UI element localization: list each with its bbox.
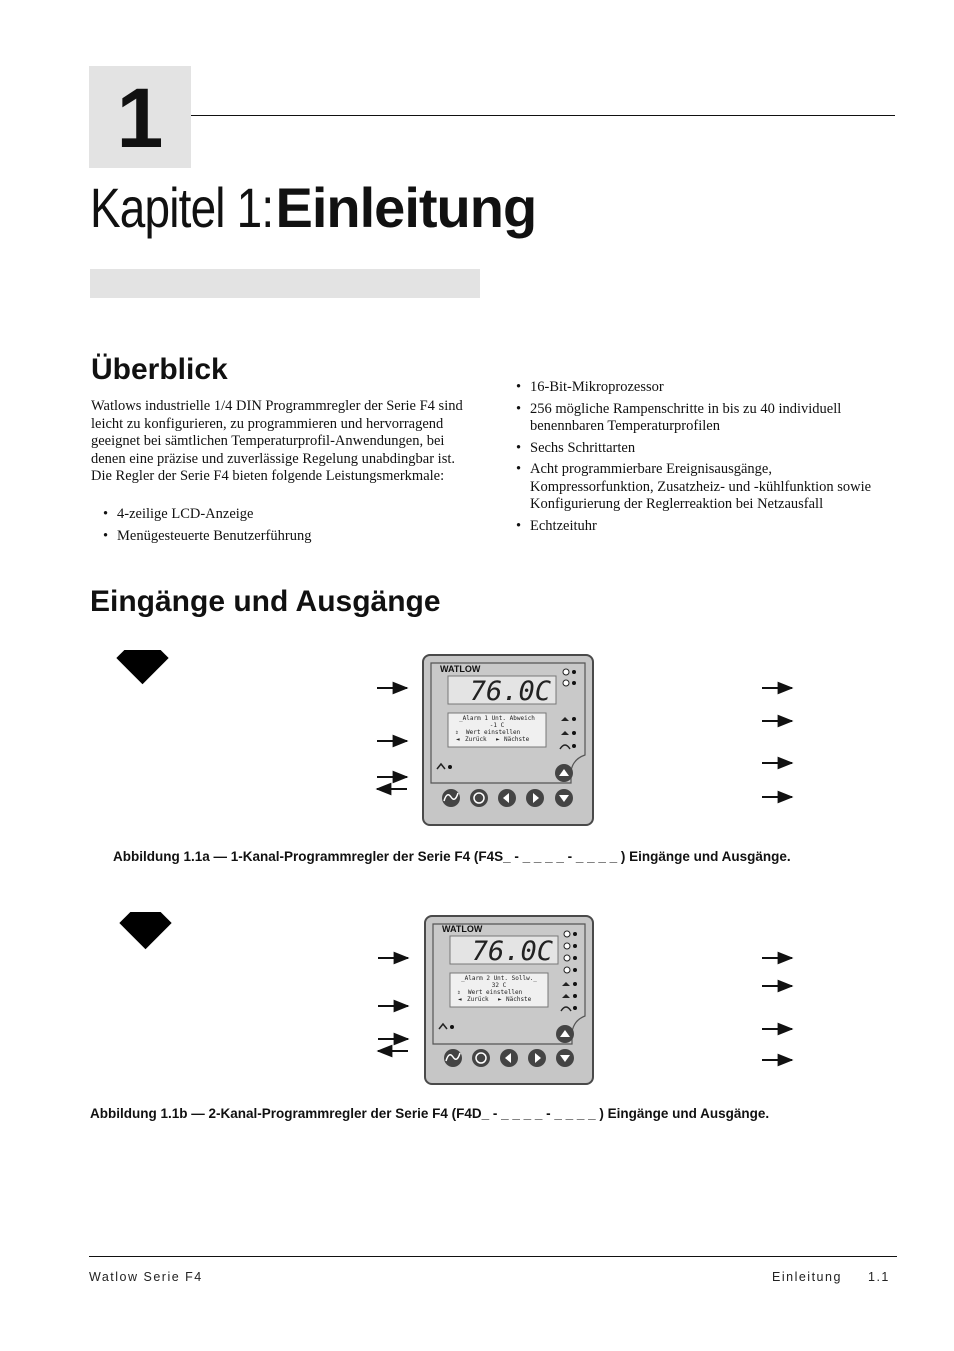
temperature-display: 76.0C: [471, 936, 553, 967]
left-button[interactable]: [498, 789, 516, 807]
lcd-line-3: Wert einstellen: [468, 989, 523, 996]
infinity-button[interactable]: [470, 789, 488, 807]
decorative-bar: [90, 269, 480, 298]
chapter-title: [90, 175, 536, 241]
list-item: • 16-Bit-Mikroprozessor: [512, 379, 897, 397]
list-item: • Menügesteuerte Benutzerführung: [99, 528, 469, 546]
lcd-line-1: _Alarm 2 Unt. Sollw._: [461, 975, 537, 982]
feature-list-left: [99, 506, 469, 549]
lcd-line-2: 32 C: [491, 982, 507, 989]
footer-rule: [89, 1256, 897, 1257]
up-button[interactable]: [555, 764, 573, 782]
header-rule: [191, 115, 895, 116]
footer-section: Einleitung: [772, 1270, 842, 1284]
list-item: • 256 mögliche Rampenschritte in bis zu 40 individuell benennbaren Temperaturprofilen: [512, 401, 897, 436]
figure-1-1a-caption: Abbildung 1.1a — 1-Kanal-Programmregler der Serie F4 (F4S_ - _ _ _ _ - _ _ _ _ ) Eingänge und Ausgänge.: [113, 849, 791, 864]
profile-button[interactable]: [444, 1049, 462, 1067]
updown-icon: ⇕: [455, 729, 459, 736]
chapter-number: 1: [116, 71, 164, 165]
diamond-icon: [116, 650, 168, 684]
list-item: • Sechs Schrittarten: [512, 440, 897, 458]
list-item: • Echtzeituhr: [512, 518, 897, 536]
lcd-line-1: _Alarm 1 Unt. Abweich: [459, 715, 535, 722]
right-button[interactable]: [528, 1049, 546, 1067]
figure-1-1b: [100, 912, 820, 1092]
right-button[interactable]: [526, 789, 544, 807]
brand-label: WATLOW: [442, 924, 483, 934]
down-button[interactable]: [555, 789, 573, 807]
left-triangle-icon: ◄: [458, 996, 462, 1003]
chapter-title-main: Einleitung: [275, 176, 537, 239]
overview-heading: Überblick: [91, 353, 228, 386]
lcd-line-4-right: Nächste: [506, 996, 532, 1003]
lcd-line-2: -1 C: [489, 722, 505, 729]
figure-1-1a: [100, 650, 820, 835]
updown-icon: ⇕: [457, 989, 461, 996]
temperature-display: 76.0C: [469, 676, 551, 707]
down-button[interactable]: [556, 1049, 574, 1067]
up-button[interactable]: [556, 1025, 574, 1043]
chapter-title-prefix: Kapitel 1:: [90, 176, 274, 239]
lcd-line-4-left: Zurück: [465, 736, 487, 743]
io-heading: Eingänge und Ausgänge: [90, 585, 441, 618]
footer-left: Watlow Serie F4: [89, 1270, 203, 1284]
left-button[interactable]: [500, 1049, 518, 1067]
feature-list-right: [512, 379, 897, 539]
lcd-line-4-left: Zurück: [467, 996, 489, 1003]
list-item: • 4-zeilige LCD-Anzeige: [99, 506, 469, 524]
left-triangle-icon: ◄: [456, 736, 460, 743]
lcd-line-3: Wert einstellen: [466, 729, 521, 736]
right-triangle-icon: ►: [496, 736, 500, 743]
controller-device: [423, 655, 593, 825]
brand-label: WATLOW: [440, 664, 481, 674]
profile-button[interactable]: [442, 789, 460, 807]
lcd-line-4-right: Nächste: [504, 736, 530, 743]
right-triangle-icon: ►: [498, 996, 502, 1003]
overview-paragraph: Watlows industrielle 1/4 DIN Programmregler der Serie F4 sind leicht zu konfigurieren, zu programmieren und hervorragend geeignet bei sämtlichen Temperaturprofil-Anwendungen, bei denen eine präzise und zuverlässige Regelung unabdingbar ist. Die Regler der Serie F4 bieten folgende Leistungsmerkmale:: [91, 398, 463, 484]
diamond-icon: [119, 912, 171, 949]
list-item: • Acht programmierbare Ereignisausgänge, Kompressorfunktion, Zusatzheiz- und -kühlfunktion sowie Konfigurierung der Reglerreaktion bei Netzausfall: [512, 461, 897, 514]
figure-1-1b-caption: Abbildung 1.1b — 2-Kanal-Programmregler der Serie F4 (F4D_ - _ _ _ _ - _ _ _ _ ) Eingänge und Ausgänge.: [90, 1106, 770, 1121]
page-number: 1.1: [868, 1270, 890, 1284]
infinity-button[interactable]: [472, 1049, 490, 1067]
controller-device: [425, 916, 593, 1084]
